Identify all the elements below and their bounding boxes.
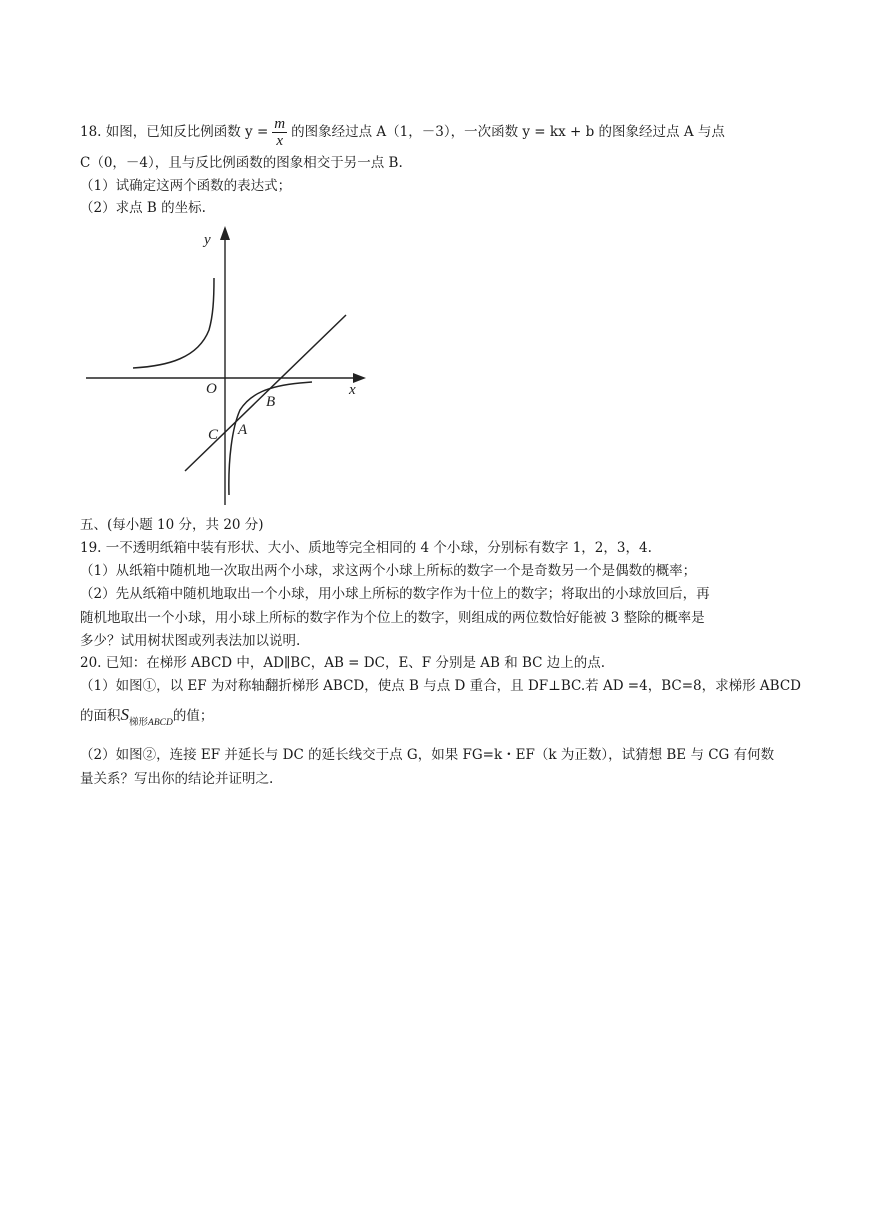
label-y: y [204, 232, 211, 248]
q19-part-2-line-3: 多少？试用树状图或列表法加以说明. [80, 633, 301, 649]
q20-line-1: 20. 已知：在梯形 ABCD 中，AD∥BC，AB = DC，E、F 分别是 AB 和 BC 边上的点. [80, 655, 606, 671]
area-subscript [129, 717, 173, 728]
q19-part-2-line-1: （2）先从纸箱中随机地取出一个小球，用小球上所标的数字作为十位上的数字；将取出的小球放回后，再 [80, 586, 710, 602]
q19-line-1: 19. 一不透明纸箱中装有形状、大小、质地等完全相同的 4 个小球，分别标有数字 1，2，3，4. [80, 540, 652, 556]
label-point-a: A [238, 422, 248, 438]
q18-text-a: 18. 如图，已知反比例函数 y = [80, 124, 269, 140]
label-point-c: C [208, 427, 219, 443]
label-x: x [349, 382, 356, 398]
section-5-heading: 五、(每小题 10 分，共 20 分) [80, 517, 264, 533]
q18-part-1: （1）试确定这两个函数的表达式； [80, 178, 292, 194]
function-graph-figure [80, 224, 380, 514]
area-subscript-cn: 梯形 [129, 717, 149, 728]
q18-line-2: C（0，－4），且与反比例函数的图象相交于另一点 B. [80, 155, 403, 171]
area-symbol: S [120, 705, 129, 724]
q20-area-prefix: 的面积 [80, 708, 121, 724]
q18-text-b: 的图象经过点 A（1，－3），一次函数 y = kx + b 的图象经过点 A 与点 [291, 124, 725, 140]
fraction-denominator: x [276, 133, 284, 149]
label-origin: O [206, 381, 217, 397]
hyperbola-branch-upper-left [133, 278, 214, 368]
label-point-b: B [266, 394, 276, 410]
q19-part-1: （1）从纸箱中随机地一次取出两个小球，求这两个小球上所标的数字一个是奇数另一个是偶数的概率； [80, 563, 697, 579]
fraction-numerator: m [274, 116, 286, 132]
q20-part-2-line-1: （2）如图②，连接 EF 并延长与 DC 的延长线交于点 G，如果 FG=k・EF（k 为正数），试猜想 BE 与 CG 有何数 [80, 747, 775, 763]
q20-area-suffix: 的值； [172, 708, 214, 724]
area-subscript-en: ABCD [148, 718, 173, 728]
fraction-m-over-x [272, 116, 287, 149]
y-axis-arrow-icon [220, 226, 230, 240]
q18-part-2: （2）求点 B 的坐标. [80, 200, 206, 216]
q19-part-2-line-2: 随机地取出一个小球，用小球上所标的数字作为个位上的数字，则组成的两位数恰好能被 3 整除的概率是 [80, 610, 705, 626]
q20-part-1-line-2 [80, 706, 213, 727]
q20-part-1-line-1: （1）如图①，以 EF 为对称轴翻折梯形 ABCD，使点 B 与点 D 重合，且 DF⊥BC.若 AD =4，BC=8，求梯形 ABCD [80, 678, 801, 694]
q18-line-1 [80, 116, 725, 149]
q20-part-2-line-2: 量关系？写出你的结论并证明之. [80, 771, 274, 787]
